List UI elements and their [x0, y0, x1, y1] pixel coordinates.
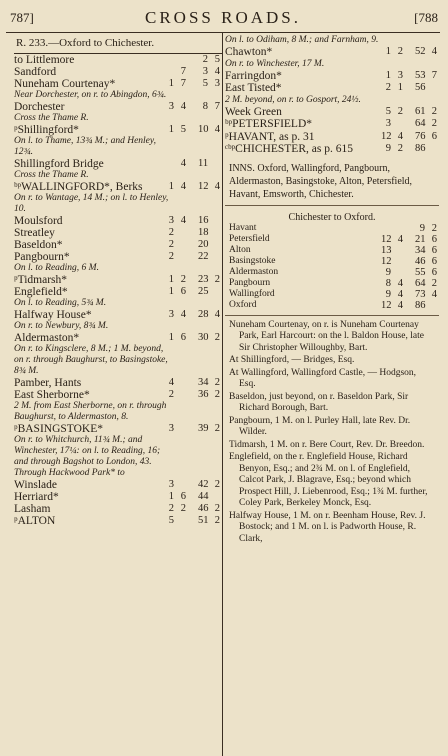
- distance-c: 56: [415, 82, 426, 93]
- distance-c: 28: [198, 309, 209, 320]
- distance-a: 1: [168, 124, 174, 135]
- route-note: On r. to Winchester, 17 M.: [225, 58, 325, 69]
- route-row: [14, 491, 222, 503]
- route-row: [14, 54, 222, 66]
- distance-c: 64: [415, 277, 426, 289]
- distance-d: 2: [431, 105, 437, 117]
- route-note: On r. to Newbury, 8¾ M.: [14, 321, 109, 331]
- divider: [225, 315, 439, 316]
- place-name: ᵇᵖWALLINGFORD*, Berks: [14, 181, 143, 193]
- distance-c: 44: [198, 491, 209, 502]
- distance-d: 4: [431, 46, 437, 57]
- place-name: Sandford: [14, 66, 57, 78]
- route-row: [14, 286, 222, 298]
- distance-a: 4: [168, 377, 174, 388]
- place-name: ᵖALTON: [14, 515, 56, 527]
- distance-c: 21: [415, 233, 426, 245]
- divider: [225, 205, 439, 206]
- route-row: [14, 423, 222, 435]
- distance-a: 2: [385, 82, 391, 93]
- distance-d: 2: [214, 274, 220, 285]
- distance-b: 2: [180, 274, 186, 285]
- distance-a: 2: [168, 503, 174, 514]
- distance-b: 4: [397, 288, 403, 300]
- place-name: Farringdon*: [225, 69, 282, 82]
- distance-c: 86: [415, 299, 426, 311]
- route-row: [225, 70, 439, 83]
- inns-text: INNS. Oxford, Wallingford, Pangbourn, Aldermaston, Basingstoke, Alton, Petersfield, Havant, Emsworth, Chichester.: [229, 162, 413, 200]
- place-name: Lasham: [14, 503, 51, 515]
- distance-a: 5: [168, 515, 174, 526]
- place-name: Streatley: [14, 227, 55, 239]
- page-number-left: 787]: [10, 10, 34, 25]
- route-row: [14, 377, 222, 389]
- route-note: 2 M. beyond, on r. to Gosport, 24½.: [225, 94, 361, 105]
- distance-c: 86: [415, 143, 426, 154]
- page-number-right: [788: [414, 10, 438, 25]
- distance-c: 10: [198, 124, 209, 135]
- place-name: Oxford: [229, 299, 257, 310]
- right-route-table: [225, 35, 439, 156]
- route-row: [14, 227, 222, 239]
- distance-a: 2: [168, 239, 174, 250]
- place-name: ᵖHAVANT, as p. 31: [225, 130, 315, 143]
- distance-d: 6: [431, 233, 437, 245]
- route-row: [225, 300, 439, 311]
- distance-c: 55: [415, 266, 426, 278]
- distance-c: 11: [198, 158, 209, 169]
- route-row: [14, 181, 222, 193]
- distance-c: 36: [198, 389, 209, 400]
- route-note: On l. to Thame, 13¾ M.; and Henley, 12¾.: [14, 136, 156, 157]
- distance-d: 7: [214, 101, 220, 112]
- distance-a: 12: [381, 299, 392, 311]
- distance-b: 2: [180, 503, 186, 514]
- distance-a: 1: [168, 274, 174, 285]
- distance-c: 73: [415, 288, 426, 300]
- route-row: [225, 46, 439, 59]
- place-name: to Littlemore: [14, 54, 75, 66]
- distance-d: 2: [214, 423, 220, 434]
- distance-c: 64: [415, 118, 426, 129]
- distance-a: 3: [168, 215, 174, 226]
- distance-d: 2: [214, 389, 220, 400]
- distance-b: 4: [180, 309, 186, 320]
- distance-a: 1: [385, 46, 391, 57]
- route-note: Cross the Thame R.: [14, 113, 89, 123]
- route-note: On l. to Reading, 6 M.: [14, 263, 99, 273]
- place-name: Week Green: [225, 105, 282, 118]
- distance-a: 1: [168, 332, 174, 343]
- route-row: [225, 82, 439, 95]
- route-row: [225, 234, 439, 245]
- route-row: [14, 309, 222, 321]
- place-name: Englefield*: [14, 286, 68, 298]
- distance-d: 2: [214, 479, 220, 490]
- left-column: [14, 35, 222, 527]
- distance-a: 9: [385, 288, 391, 300]
- distance-d: 3: [214, 78, 220, 89]
- distance-b: 4: [180, 158, 186, 169]
- distance-a: 3: [385, 118, 391, 129]
- route-row: [225, 118, 439, 131]
- route-row: [14, 515, 222, 527]
- distance-d: 4: [214, 181, 220, 192]
- distance-c: 34: [415, 244, 426, 256]
- route-row: [225, 256, 439, 267]
- route-note: On l. to Reading, 5¾ M.: [14, 298, 107, 308]
- place-name: ᵖBASINGSTOKE*: [14, 423, 103, 435]
- reverse-route-title: Chichester to Oxford.: [288, 211, 376, 223]
- distance-a: 1: [168, 181, 174, 192]
- distance-d: 5: [214, 54, 220, 65]
- place-name: East Sherborne*: [14, 389, 90, 401]
- distance-c: 3: [202, 66, 208, 77]
- distance-b: 4: [397, 299, 403, 311]
- reverse-route-table: [225, 223, 439, 311]
- place-name: ᵖTidmarsh*: [14, 274, 67, 286]
- route-note: Through Hackwood Park* to: [14, 468, 125, 478]
- page-title: CROSS ROADS.: [145, 8, 301, 27]
- distance-c: 46: [198, 503, 209, 514]
- place-name: Nuneham Courtenay*: [14, 78, 116, 90]
- distance-b: 7: [180, 66, 186, 77]
- place-name: Pamber, Hants: [14, 377, 82, 389]
- place-name: Alton: [229, 244, 251, 255]
- left-route-table: [14, 54, 222, 527]
- place-name: Aldermaston: [229, 266, 279, 277]
- distance-d: 2: [431, 118, 437, 129]
- note-paragraph: At Wallingford, Wallingford Castle, — Hodgson, Esq.: [229, 367, 417, 389]
- distance-c: 76: [415, 130, 426, 142]
- place-name: Havant: [229, 222, 257, 233]
- route-row: [14, 274, 222, 286]
- route-row: [14, 332, 222, 344]
- place-name: Pangbourn: [229, 277, 271, 288]
- note-paragraph: Nuneham Courtenay, on r. is Nuneham Courtenay Park, Earl Harcourt: on the l. Baldon House, late Sir Christopher Willoughby, Bart.: [229, 319, 424, 353]
- distance-d: 2: [431, 277, 437, 289]
- distance-a: 1: [168, 78, 174, 89]
- route-row: [225, 289, 439, 300]
- distance-c: 51: [198, 515, 209, 526]
- distance-b: 1: [397, 82, 403, 93]
- route-row: [14, 503, 222, 515]
- distance-d: 4: [214, 124, 220, 135]
- distance-c: 5: [202, 78, 208, 89]
- distance-b: 4: [397, 130, 403, 142]
- distance-b: 2: [397, 143, 403, 154]
- distance-a: 8: [385, 277, 391, 289]
- note-paragraph: Tidmarsh, 1 M. on r. Bere Court, Rev. Dr. Breedon.: [229, 439, 425, 450]
- distance-d: 6: [431, 255, 437, 267]
- distance-a: 3: [168, 423, 174, 434]
- distance-b: 6: [180, 491, 186, 502]
- distance-d: 2: [431, 222, 437, 234]
- route-row: [225, 223, 439, 234]
- distance-c: 20: [198, 239, 209, 250]
- route-note: 2 M. from East Sherborne, on r. through Baughurst, to Aldermaston, 8.: [14, 401, 167, 422]
- distance-d: 4: [431, 288, 437, 300]
- distance-a: 12: [381, 255, 392, 267]
- route-row: [14, 66, 222, 78]
- distance-a: 1: [168, 286, 174, 297]
- place-name: Herriard*: [14, 491, 59, 503]
- distance-d: 6: [431, 130, 437, 142]
- distance-c: 12: [198, 181, 209, 192]
- distance-a: 12: [381, 233, 392, 245]
- distance-c: 9: [419, 222, 425, 234]
- distance-c: 2: [202, 54, 208, 65]
- distance-a: 3: [168, 479, 174, 490]
- distance-a: 2: [168, 251, 174, 262]
- distance-a: 3: [168, 101, 174, 112]
- route-row: [14, 78, 222, 90]
- distance-d: 2: [214, 332, 220, 343]
- distance-c: 22: [198, 251, 209, 262]
- note-paragraph: At Shillingford, — Bridges, Esq.: [229, 355, 355, 365]
- place-name: Basingstoke: [229, 255, 276, 266]
- distance-a: 2: [168, 227, 174, 238]
- route-row: [225, 131, 439, 144]
- distance-c: 30: [198, 332, 209, 343]
- route-row: [14, 239, 222, 251]
- route-row: [225, 106, 439, 119]
- note-paragraph: Baseldon, just beyond, on r. Baseldon Park, Sir Richard Borough, Bart.: [229, 391, 409, 413]
- distance-a: 1: [168, 491, 174, 502]
- distance-c: 46: [415, 255, 426, 267]
- page-header: [6, 4, 440, 33]
- distance-c: 34: [198, 377, 209, 388]
- distance-d: 7: [431, 69, 437, 81]
- distance-d: 4: [214, 66, 220, 77]
- distance-a: 2: [168, 389, 174, 400]
- route-row: [225, 278, 439, 289]
- distance-b: 4: [180, 215, 186, 226]
- route-note: Cross the Thame R.: [14, 170, 89, 180]
- route-row: [225, 245, 439, 256]
- distance-b: 4: [180, 181, 186, 192]
- route-row: [225, 143, 439, 156]
- route-note: On r. to Whitchurch, 11¾ M.; and Winchester, 17¼: on l. to Reading, 16; and through Bagshot to London, 43.: [14, 435, 161, 467]
- route-row: [14, 479, 222, 491]
- distance-b: 6: [180, 332, 186, 343]
- place-name: Aldermaston*: [14, 332, 80, 344]
- route-row: [14, 101, 222, 113]
- distance-c: 16: [198, 215, 209, 226]
- column-divider: [222, 32, 223, 756]
- distance-c: 18: [198, 227, 209, 238]
- right-column: [225, 35, 439, 546]
- place-name: Halfway House*: [14, 309, 92, 321]
- distance-a: 13: [381, 244, 392, 256]
- place-name: Winslade: [14, 479, 57, 491]
- route-row: [14, 251, 222, 263]
- distance-b: 2: [397, 105, 403, 117]
- notes-section: [225, 320, 439, 546]
- distance-c: 23: [198, 274, 209, 285]
- note-paragraph: Pangbourn, 1 M. on l. Purley Hall, late Rev. Dr. Wilder.: [229, 415, 411, 437]
- distance-b: 4: [180, 101, 186, 112]
- route-row: [225, 267, 439, 278]
- place-name: Moulsford: [14, 215, 63, 227]
- place-name: ᵖShillingford*: [14, 124, 79, 136]
- distance-c: 39: [198, 423, 209, 434]
- distance-d: 2: [214, 377, 220, 388]
- distance-b: 4: [397, 233, 403, 245]
- distance-b: 6: [180, 286, 186, 297]
- distance-b: 5: [180, 124, 186, 135]
- distance-d: 6: [431, 266, 437, 278]
- route-note: Near Dorchester, on r. to Abingdon, 6¾.: [14, 90, 167, 100]
- distance-b: 7: [180, 78, 186, 89]
- place-name: ᵇᵖPETERSFIELD*: [225, 118, 313, 130]
- distance-a: 12: [381, 130, 392, 142]
- place-name: Wallingford: [229, 288, 275, 299]
- route-heading: R. 233.—Oxford to Chichester.: [14, 35, 222, 54]
- note-paragraph: Englefield, on the r. Englefield House, Richard Benyon, Esq.; and 2¾ M. on l. of Englefield, Calcot Park, J. Blagrave, Esq.; beyond which Prospect Hill, J. Liebenrood, Esq.; 1¾ M. further, Coley Park, Berkeley Monck, Esq.: [229, 452, 428, 508]
- distance-b: 2: [397, 46, 403, 57]
- place-name: Petersfield: [229, 233, 270, 244]
- route-note: On l. to Odiham, 8 M.; and Farnham, 9.: [225, 35, 379, 45]
- distance-b: 4: [397, 277, 403, 289]
- place-name: Pangbourn*: [14, 251, 70, 263]
- distance-d: 2: [214, 503, 220, 514]
- distance-a: 1: [385, 69, 391, 81]
- route-row: [14, 215, 222, 227]
- distance-c: 53: [415, 69, 426, 81]
- route-row: [14, 124, 222, 136]
- distance-b: 3: [397, 69, 403, 81]
- distance-c: 61: [415, 105, 426, 117]
- route-row: [14, 389, 222, 401]
- route-note: On r. to Wantage, 14 M.; on l. to Henley, 10.: [14, 193, 169, 214]
- distance-c: 25: [198, 286, 209, 297]
- distance-a: 3: [168, 309, 174, 320]
- route-row: [14, 158, 222, 170]
- place-name: Chawton*: [225, 46, 273, 58]
- place-name: Dorchester: [14, 101, 65, 113]
- distance-a: 5: [385, 105, 391, 117]
- distance-d: 4: [214, 309, 220, 320]
- place-name: ᶜᵇᵖCHICHESTER, as p. 615: [225, 143, 353, 155]
- distance-c: 52: [415, 46, 426, 57]
- note-paragraph: Halfway House, 1 M. on r. Beenham House, Rev. J. Bostock; and 1 M. on l. is Padworth House, R. Clark,: [229, 510, 426, 544]
- distance-a: 9: [385, 143, 391, 154]
- distance-d: 6: [431, 244, 437, 256]
- route-note: On r. to Kingsclere, 8 M.; 1 M. beyond, on r. through Baughurst, to Basingstoke, 8¾ M.: [14, 344, 168, 376]
- place-name: Baseldon*: [14, 239, 63, 251]
- place-name: East Tisted*: [225, 82, 282, 94]
- distance-c: 42: [198, 479, 209, 490]
- place-name: Shillingford Bridge: [14, 158, 104, 170]
- distance-a: 9: [385, 266, 391, 278]
- distance-c: 8: [202, 101, 208, 112]
- distance-d: 2: [214, 515, 220, 526]
